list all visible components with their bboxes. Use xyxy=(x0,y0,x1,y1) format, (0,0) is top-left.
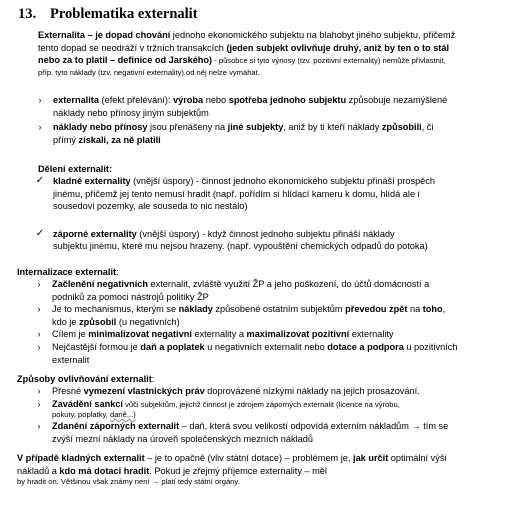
term: Zavádění sankcí xyxy=(52,398,123,409)
list-item xyxy=(37,420,519,445)
text: , xyxy=(442,304,446,315)
text: (u negativních) xyxy=(116,316,180,327)
text: nebo xyxy=(203,95,229,105)
text: (vnější úspory) - činnost jednoho ekonomického subjektu přináší prospěch xyxy=(130,176,435,186)
list-item xyxy=(37,278,519,303)
term: V případě kladných externalit xyxy=(17,453,145,463)
list-item xyxy=(35,175,519,213)
intro-paragraph xyxy=(38,29,518,78)
list-item xyxy=(37,398,519,421)
term: maximalizovat pozitivní xyxy=(246,329,350,340)
term: záporné externality xyxy=(53,228,137,239)
text-small: vůči subjektům, jejichž činnost je zdrojem záporných externalit (licence na výrobu, xyxy=(122,399,400,409)
text: externalit, zvláště využití ŽP a jeho poškození, do účtů domácností a xyxy=(147,279,430,289)
text: Cílem je xyxy=(52,329,89,340)
internalization-list xyxy=(37,278,519,366)
text: externality a xyxy=(191,329,247,340)
term: jak určit xyxy=(353,453,389,463)
check-icon: ✓ xyxy=(35,227,45,239)
list-item xyxy=(35,227,519,253)
text: náklady nebo přínosy jiným subjektům xyxy=(53,107,209,118)
list-item xyxy=(37,385,519,398)
text: Je to mechanismus, kterým se xyxy=(52,304,179,315)
term: získali, za ně platili xyxy=(78,134,161,145)
list-item xyxy=(37,328,519,341)
text: (efekt přelévání): xyxy=(98,95,174,105)
check-icon: ✓ xyxy=(35,175,45,186)
text: externalit xyxy=(52,354,90,365)
term: minimalizovat negativní xyxy=(88,329,192,340)
list-item xyxy=(37,341,519,366)
text: sousedovi pozemky, ale souseda to nic nestálo) xyxy=(53,201,248,212)
term: spotřeba jednoho subjektu xyxy=(228,95,347,105)
term: způsobil xyxy=(79,316,117,327)
text: způsobené ostatním subjektům xyxy=(212,304,346,315)
text: zvýší mezní náklady na úroveň společenských mezních nákladů xyxy=(52,433,313,444)
text: způsobuje nezamýšlené xyxy=(346,95,448,105)
list-item xyxy=(37,303,519,328)
text: – je to opačně (vliv státní dotace) – problémem je, xyxy=(144,453,354,463)
chevron-right-icon: › xyxy=(37,304,41,315)
intro-text: jednoho ekonomického subjektu na blahobyt jiného subjektu, přičemž xyxy=(170,30,456,40)
intro-line-1 xyxy=(38,29,518,42)
text: kdo je xyxy=(52,316,80,327)
term: daň a poplatek xyxy=(140,341,205,352)
term: převedou zpět xyxy=(345,304,408,315)
text: přímý xyxy=(53,134,79,145)
text-small: daně,..) xyxy=(109,410,136,420)
text: optimální výši xyxy=(388,453,447,463)
internalization-heading xyxy=(17,266,517,279)
intro-text-bold: (jeden subjekt ovlivňuje druhý, aniž by ten o to stál xyxy=(226,42,450,53)
list-item xyxy=(38,121,519,146)
intro-text-bold: nebo za to platil – definice od Jarského) xyxy=(38,55,213,66)
chevron-right-icon: › xyxy=(38,122,42,133)
text: , aniž by ti kteří náklady xyxy=(283,122,382,133)
intro-text-small: - působce si tyto výnosy (tzv. pozitivní externality) nemůže přivlastnit, xyxy=(212,56,446,66)
term: externalita xyxy=(53,95,99,105)
section-number: 13. xyxy=(18,6,37,22)
term: kladné externality xyxy=(53,176,131,186)
methods-heading xyxy=(17,373,517,386)
term: toho xyxy=(422,304,443,315)
division-heading: Dělení externalit: xyxy=(38,164,113,174)
text: jsou přenášeny na xyxy=(147,122,228,133)
text: subjektu jinému, které mu nejsou hrazeny. (např. vypouštění chemických odpadů do potoka) xyxy=(53,241,428,252)
intro-line-3 xyxy=(38,54,518,67)
chevron-right-icon: › xyxy=(37,329,41,340)
intro-text: – je dopad chování xyxy=(84,30,171,40)
text: na xyxy=(407,304,423,315)
heading-colon: : xyxy=(151,374,155,384)
text: (vnější úspory) - když činnost jednoho subjektu přináší náklady xyxy=(136,228,395,239)
heading: Internalizace externalit xyxy=(17,267,117,277)
term: výroba xyxy=(173,95,204,105)
text: nákladů a xyxy=(17,465,60,476)
text: u pozitivních xyxy=(403,341,458,352)
text: doprovázené nízkými náklady na jejich prosazování. xyxy=(204,386,420,396)
chevron-right-icon: › xyxy=(37,386,41,396)
heading: Způsoby ovlivňování externalit xyxy=(17,374,152,384)
division-section xyxy=(38,163,518,176)
methods-list xyxy=(37,385,519,445)
chevron-right-icon: › xyxy=(37,398,41,409)
intro-text: tento dopad se neodráží v tržních transakcích xyxy=(38,42,227,53)
closing-paragraph xyxy=(17,452,519,487)
text: Přesné xyxy=(52,386,84,396)
definition-list xyxy=(38,94,519,146)
chevron-right-icon: › xyxy=(37,341,41,352)
heading-colon: : xyxy=(116,267,119,277)
text: externality xyxy=(349,329,394,340)
chevron-right-icon: › xyxy=(38,95,42,105)
term: Začlenění negativních xyxy=(52,279,148,289)
term: způsobili xyxy=(381,122,422,133)
text: u negativních externalit nebo xyxy=(204,341,328,352)
intro-line-4: příp. tyto náklady (tzv. negativní externality) od něj nelze vymáhat. xyxy=(38,67,260,77)
term: náklady nebo přínosy xyxy=(53,122,148,133)
term: dotace a podpora xyxy=(327,341,404,352)
term: kdo má dotaci hradit xyxy=(59,465,150,476)
chevron-right-icon: › xyxy=(37,279,41,289)
text: jinému, přičemž jej tento nemusí hradit (např. pořídím si hlídací kameru k domu, hlídá ale i xyxy=(53,188,420,199)
text: – daň, která svou velikostí odpovídá externím nákladům → tím se xyxy=(179,421,449,432)
text: . Pokud je zřejmý příjemce externality – měl xyxy=(149,465,327,476)
text: podniků za pomoci nástrojů politiky ŽP xyxy=(52,291,209,302)
text-small: pokuty, poplatky, xyxy=(52,410,110,420)
section-title xyxy=(18,6,198,23)
text: , či xyxy=(421,122,434,133)
term-externalita: Externalita xyxy=(38,30,85,40)
term: náklady xyxy=(178,304,213,315)
division-list xyxy=(35,175,519,253)
term: vymezení vlastnických práv xyxy=(83,386,205,396)
chevron-right-icon: › xyxy=(37,421,41,432)
intro-line-2 xyxy=(38,42,518,55)
text-small: by hradit on. Většinou však známy není → platí tedy státní orgány. xyxy=(17,477,240,487)
term: Zdanění záporných externalit xyxy=(52,421,180,432)
text: Nejčastější formou je xyxy=(52,341,141,352)
term: jiné subjekty xyxy=(227,122,284,133)
section-title-text: Problematika externalit xyxy=(50,6,198,22)
list-item xyxy=(38,94,519,119)
